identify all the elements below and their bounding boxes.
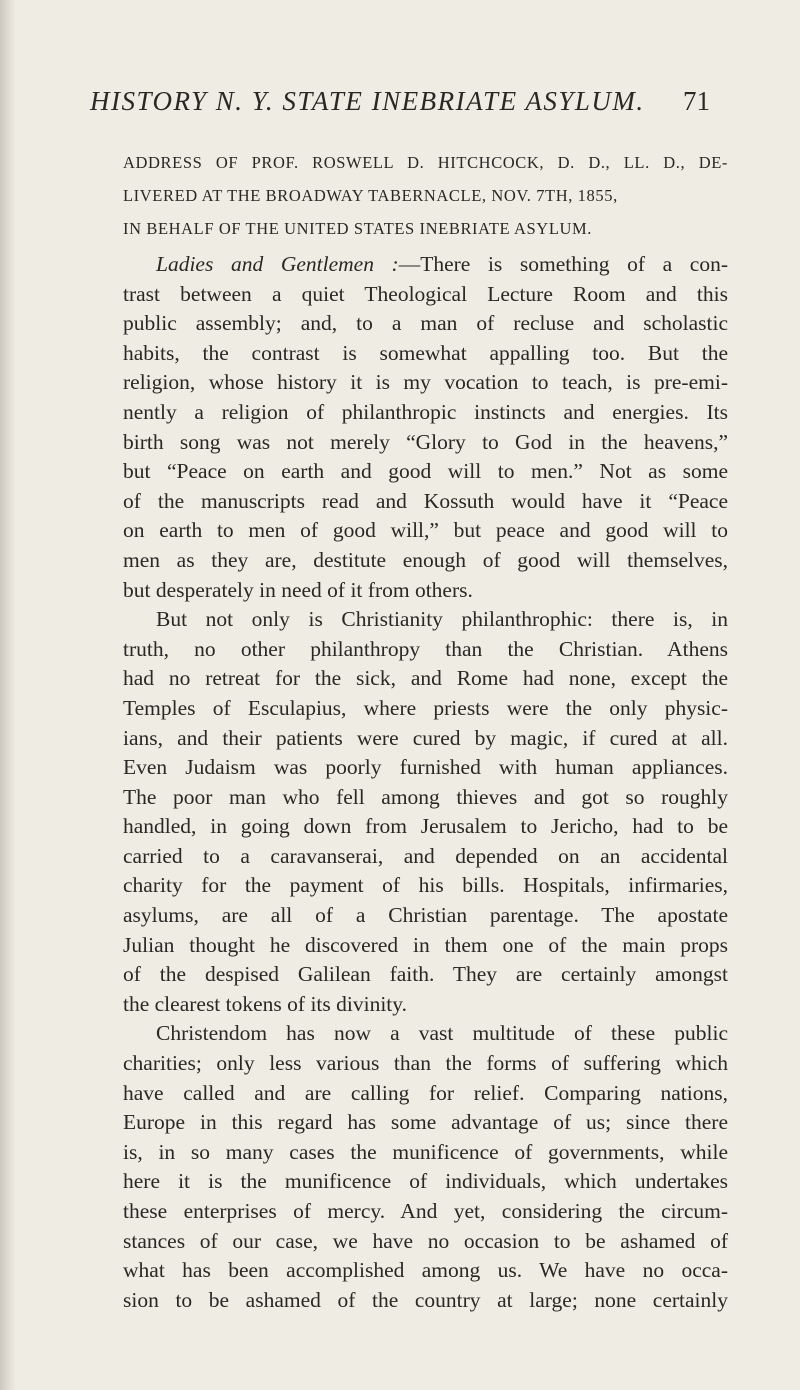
body-line: these enterprises of mercy. And yet, considering the circum- xyxy=(123,1199,728,1223)
body-line: stances of our case, we have no occasion to be ashamed of xyxy=(123,1228,728,1253)
body-line: Europe in this regard has some advantage of us; since there xyxy=(123,1110,728,1135)
body-line: is, in so many cases the munificence of governments, while xyxy=(123,1139,728,1164)
body-line: Even Judaism was poorly furnished with human appliances. xyxy=(123,755,728,780)
body-line: what has been accomplished among us. We have no occa- xyxy=(123,1258,728,1283)
body-line: Temples of Esculapius, where priests were the only physic- xyxy=(123,695,728,720)
salutation: Ladies and Gentlemen : xyxy=(156,252,399,276)
body-line: but desperately in need of it from others. xyxy=(123,577,473,602)
body-line: charities; only less various than the forms of suffering which xyxy=(123,1051,728,1076)
body-line: But not only is Christianity philanthrophic: there is, in xyxy=(156,607,728,632)
body-line: Julian thought he discovered in them one of the main props xyxy=(123,932,728,957)
body-line: have called and are calling for relief. Comparing nations, xyxy=(123,1080,728,1105)
body-line: had no retreat for the sick, and Rome had none, except the xyxy=(123,666,728,691)
page-number: 71 xyxy=(683,86,710,116)
body-line: The poor man who fell among thieves and got so roughly xyxy=(123,784,728,809)
body-line: of the manuscripts read and Kossuth would have it “Peace xyxy=(123,488,728,513)
body-line: on earth to men of good will,” but peace and good will to xyxy=(123,518,728,543)
running-title: HISTORY N. Y. STATE INEBRIATE ASYLUM. xyxy=(90,86,645,116)
body-line: handled, in going down from Jerusalem to Jericho, had to be xyxy=(123,814,728,839)
body-line: charity for the payment of his bills. Hospitals, infirmaries, xyxy=(123,873,728,898)
heading-line: IN BEHALF OF THE UNITED STATES INEBRIATE ASYLUM. xyxy=(123,219,593,238)
body-line: carried to a caravanserai, and depended on an accidental xyxy=(123,843,728,868)
body-line: Christendom has now a vast multitude of these public xyxy=(156,1021,728,1046)
body-line: men as they are, destitute enough of good will themselves, xyxy=(123,547,728,572)
body-line: the clearest tokens of its divinity. xyxy=(123,991,408,1016)
body-line: nently a religion of philanthropic instincts and energies. Its xyxy=(123,399,728,424)
body-line: trast between a quiet Theological Lecture Room and this xyxy=(123,281,728,306)
body-line: truth, no other philanthropy than the Christian. Athens xyxy=(123,636,728,661)
page-binding-shadow xyxy=(0,0,16,1390)
body-line: habits, the contrast is somewhat appalling too. But the xyxy=(123,340,728,365)
body-line: here it is the munificence of individuals, which undertakes xyxy=(123,1169,728,1194)
body-line: asylums, are all of a Christian parentage. The apostate xyxy=(123,903,728,928)
body-line: but “Peace on earth and good will to men.” Not as some xyxy=(123,459,728,484)
heading-line: LIVERED AT THE BROADWAY TABERNACLE, NOV. 7TH, 1855, xyxy=(123,186,618,205)
body-line: religion, whose history it is my vocation to teach, is pre-emi- xyxy=(123,370,728,395)
body-line: ians, and their patients were cured by magic, if cured at all. xyxy=(123,725,728,750)
body-line: public assembly; and, to a man of recluse and scholastic xyxy=(123,311,728,336)
address-heading xyxy=(123,146,728,245)
body-line: birth song was not merely “Glory to God in the heavens,” xyxy=(123,429,728,454)
body-line: of the despised Galilean faith. They are certainly amongst xyxy=(123,962,728,987)
body-line xyxy=(123,250,728,280)
address-body xyxy=(123,250,728,1315)
body-line-text: —There is something of a con- xyxy=(398,252,728,276)
body-line: sion to be ashamed of the country at large; none certainly xyxy=(123,1287,728,1312)
running-header xyxy=(90,86,710,126)
heading-line: ADDRESS OF PROF. ROSWELL D. HITCHCOCK, D. D., LL. D., DE- xyxy=(123,153,728,172)
